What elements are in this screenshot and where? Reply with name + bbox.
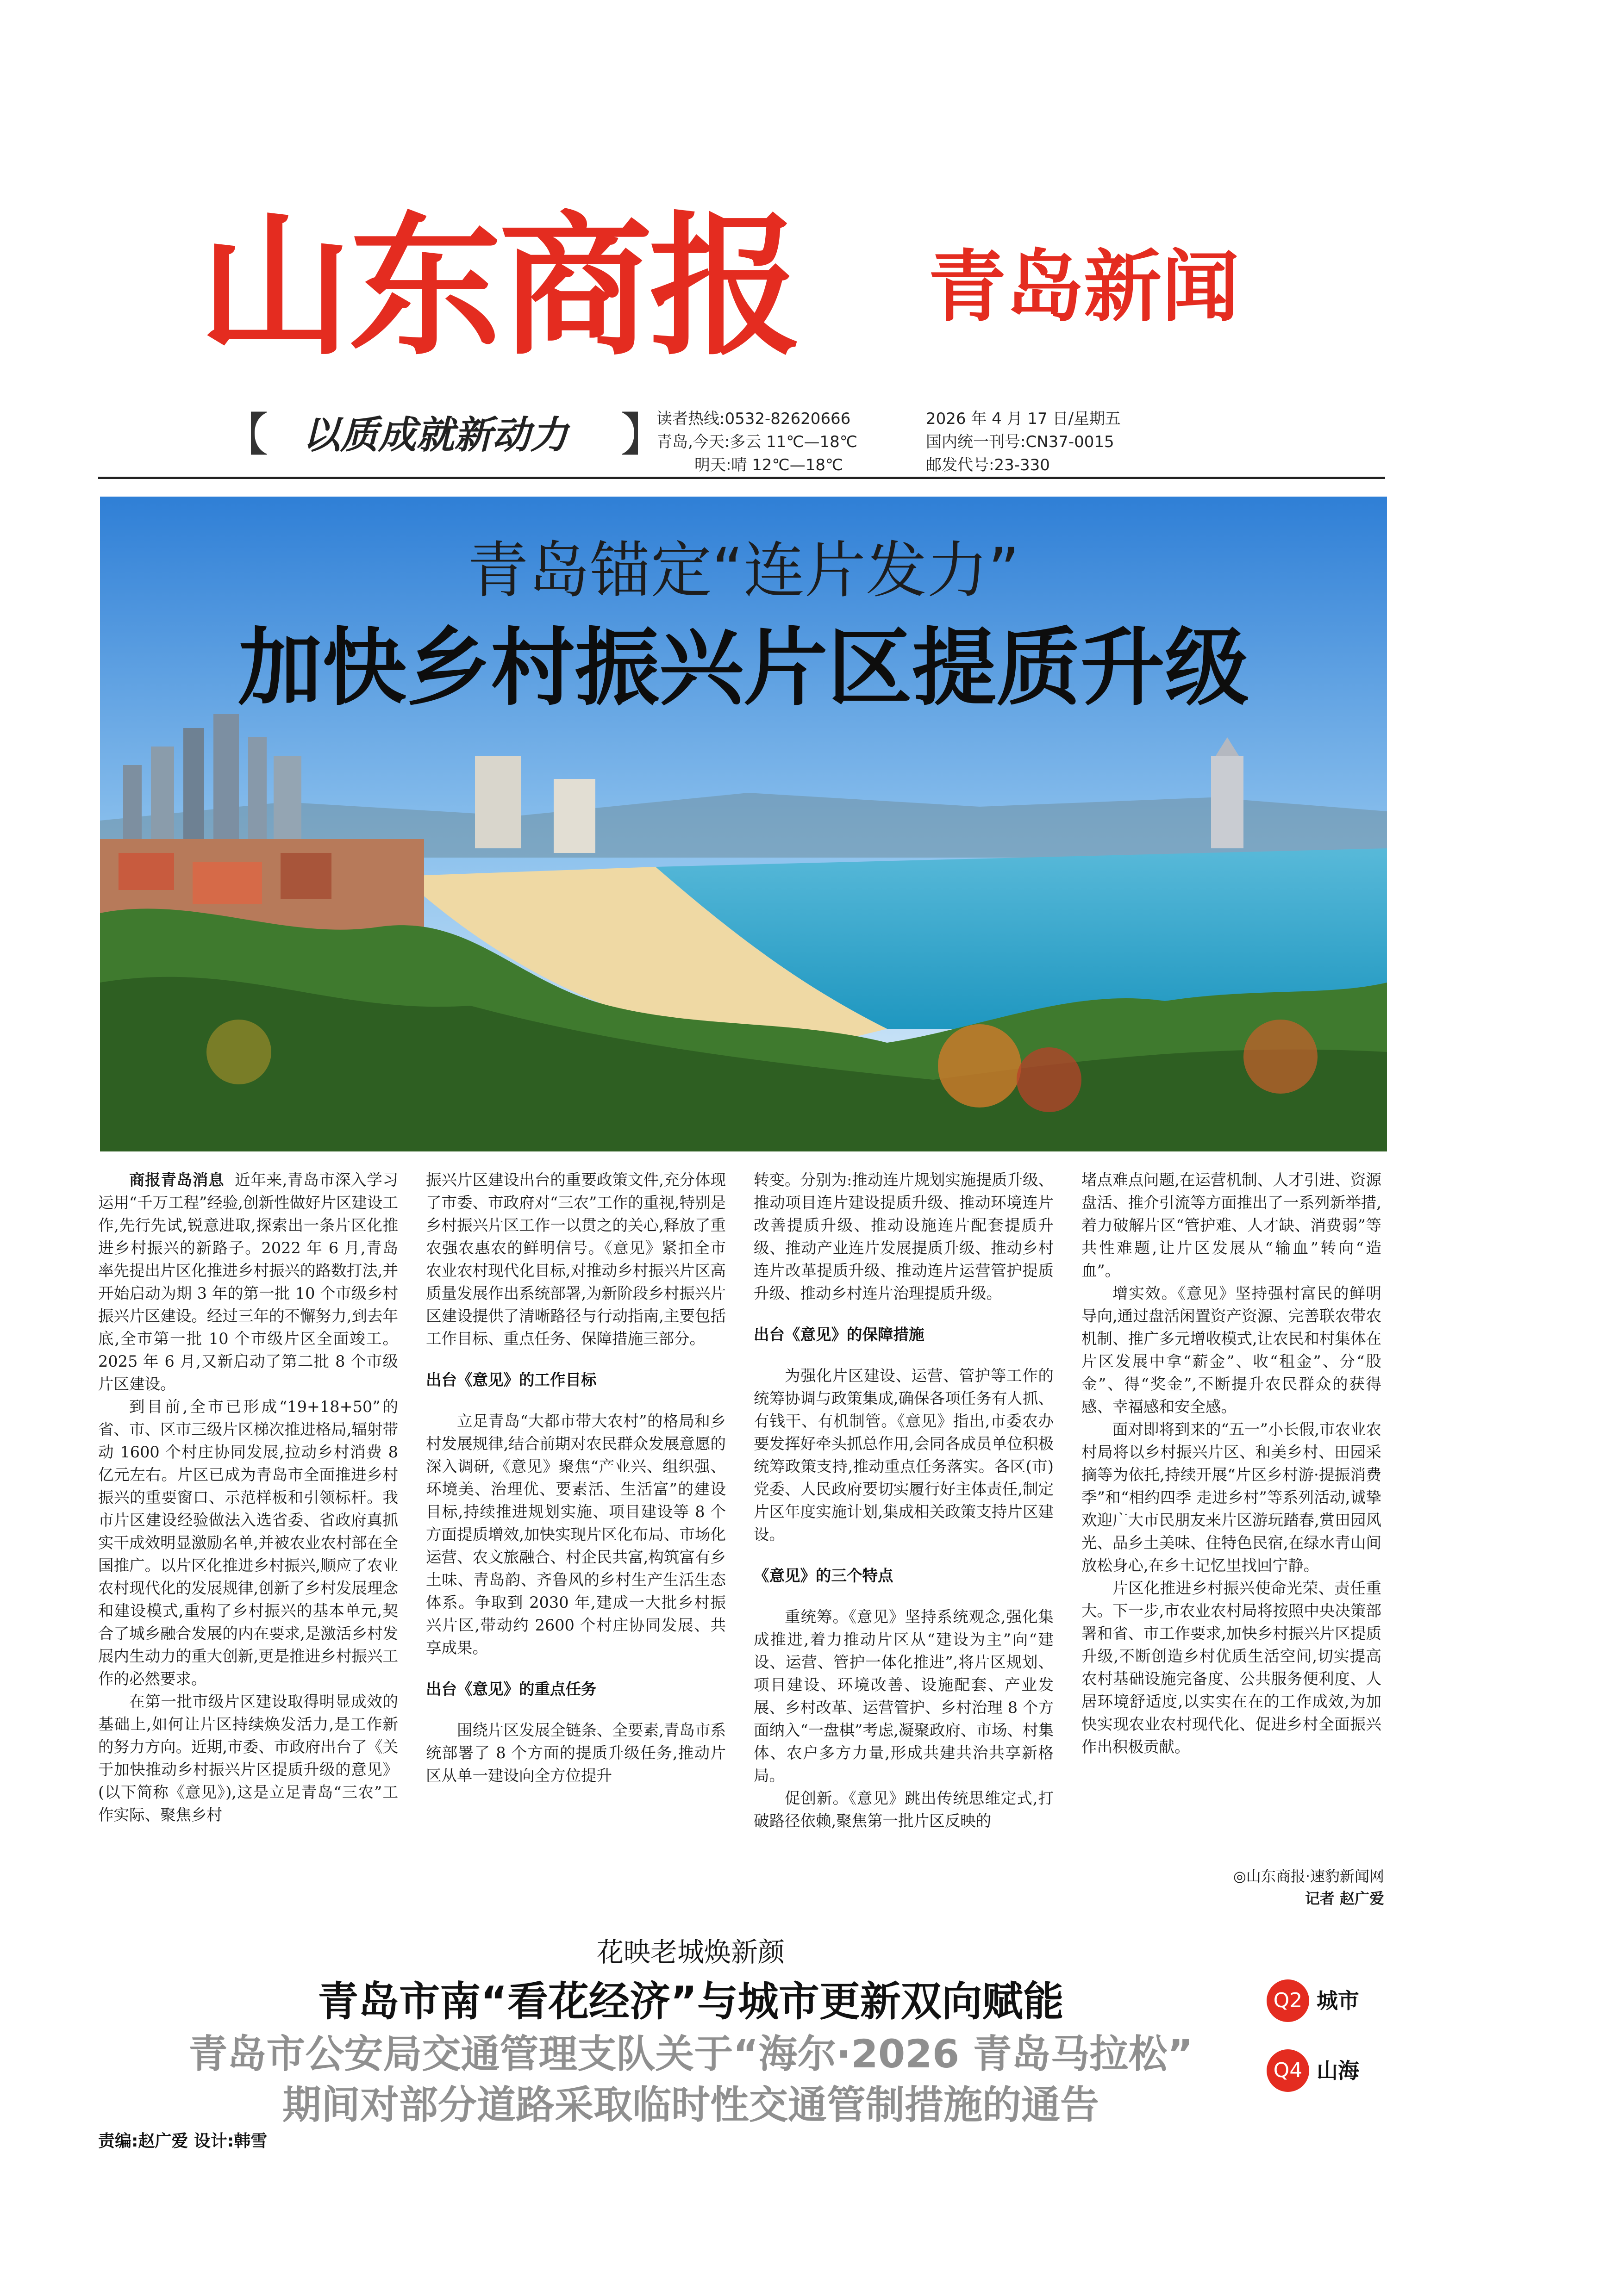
article-source: ◎山东商报·速豹新闻网 bbox=[1233, 1867, 1384, 1885]
article-byline bbox=[1199, 1865, 1384, 1910]
paragraph: 面对即将到来的“五一”小长假,市农业农村局将以乡村振兴片区、和美乡村、田园采摘等为依托,持续开展“片区乡村游·提振消费季”和“相约四季 走进乡村”等系列活动,诚挚欢迎广大市民朋友来片区游玩踏春,赏田园风光、品乡土美味、住特色民宿,在绿水青山间放松身心,在乡土记忆里找回宁静。 bbox=[1081, 1420, 1381, 1574]
paragraph: 片区化推进乡村振兴使命光荣、责任重大。下一步,市农业农村局将按照中央决策部署和省、市工作要求,加快乡村振兴片区提质升级,不断创造乡村优质生活空间,切实提高农村基础设施完备度、公共服务便利度、人居环境舒适度,以实实在在的工作成效,为加快实现农业农村现代化、促进乡村全面振兴作出积极贡献。 bbox=[1081, 1579, 1381, 1756]
hero-photo bbox=[100, 497, 1387, 1151]
teaser-1-title[interactable]: 青岛市南“看花经济”与城市更新双向赋能 bbox=[318, 1978, 1064, 2025]
section-heading: 出台《意见》的重点任务 bbox=[426, 1680, 597, 1698]
slogan-right-bracket: 】 bbox=[620, 408, 667, 462]
paragraph: 为强化片区建设、运营、管护等工作的统筹协调与政策集成,确保各项任务有人抓、有钱干、有机制管。《意见》指出,市委农办要发挥好牵头抓总作用,会同各成员单位积极统筹政策支持,推动重点任务落实。各区(市)党委、人民政府要切实履行好主体责任,制定片区年度实施计划,集成相关政策支持片区建设。 bbox=[754, 1367, 1054, 1543]
page-badge-q2[interactable]: Q2 bbox=[1267, 1979, 1309, 2022]
section-heading: 《意见》的三个特点 bbox=[754, 1567, 893, 1585]
masthead-edition: 青岛新闻 bbox=[928, 242, 1239, 332]
paragraph: 振兴片区建设出台的重要政策文件,充分体现了市委、市政府对“三农”工作的重视,特别是乡村振兴片区工作一以贯之的关心,释放了重农强农惠农的鲜明信号。《意见》紧扣全市农业农村现代化目标,对推动乡村振兴片区高质量发展作出系统部署,为新阶段乡村振兴片区建设提供了清晰路径与行动指南,主要包括工作目标、重点任务、保障措施三部分。 bbox=[426, 1171, 726, 1348]
section-heading: 出台《意见》的工作目标 bbox=[426, 1371, 597, 1389]
page-label-shanhai[interactable]: 山海 bbox=[1317, 2058, 1359, 2083]
issue-date: 2026 年 4 月 17 日/星期五 bbox=[926, 410, 1121, 428]
paragraph: 到目前,全市已形成“19+18+50”的省、市、区市三级片区梯次推进格局,辐射带动 1600 个村庄协同发展,拉动乡村消费 8 亿元左右。片区已成为青岛市全面推进乡村振兴的重要窗口、示范样板和引领标杆。我市片区建设经验做法入选省委、省政府真抓实干成效明显激励名单,并被农业农村部在全国推广。以片区化推进乡村振兴,顺应了农业农村现代化的发展规律,创新了乡村发展理念和建设模式,重构了乡村振兴的基本单元,契合了城乡融合发展的内在要求,是激活乡村发展内生动力的重大创新,更是推进乡村振兴工作的必然要求。 bbox=[98, 1398, 398, 1688]
paragraph: 在第一批市级片区建设取得明显成效的基础上,如何让片区持续焕发活力,是工作新的努力方向。近期,市委、市政府出台了《关于加快推动乡村振兴片区提质升级的意见》(以下简称《意见》),这是立足青岛“三农”工作实际、聚焦乡村 bbox=[98, 1692, 398, 1824]
weather-today: 青岛,今天:多云 11℃—18℃ bbox=[656, 433, 857, 451]
editor-credit: 责编:赵广爱 设计:韩雪 bbox=[98, 2132, 268, 2151]
teaser-2-title-line-2[interactable]: 期间对部分道路采取临时性交通管制措施的通告 bbox=[282, 2082, 1099, 2128]
paragraph: 近年来,青岛市深入学习运用“千万工程”经验,创新性做好片区建设工作,先行先试,锐意进取,探索出一条片区化推进乡村振兴的新路子。2022 年 6 月,青岛率先提出片区化推进乡村振兴的路数打法,并开始启动为期 3 年的第一批 10 个市级乡村振兴片区建设。经过三年的不懈努力,到去年底,全市第一批 10 个市级片区全面竣工。2025 年 6 月,又新启动了第二批 8 个市级片区建设。 bbox=[98, 1171, 398, 1393]
paragraph: 堵点难点问题,在运营机制、人才引进、资源盘活、推介引流等方面推出了一系列新举措,着力破解片区“管护难、人才缺、消费弱”等共性难题,让片区发展从“输血”转向“造血”。 bbox=[1081, 1171, 1381, 1280]
reader-hotline: 读者热线:0532-82620666 bbox=[656, 410, 851, 428]
masthead-title: 山东商报 bbox=[199, 198, 799, 376]
hero-headline: 加快乡村振兴片区提质升级 bbox=[238, 619, 1249, 717]
article-column-4 bbox=[1081, 1169, 1381, 1758]
paragraph: 促创新。《意见》跳出传统思维定式,打破路径依赖,聚焦第一批片区反映的 bbox=[754, 1789, 1054, 1830]
article-column-3 bbox=[754, 1169, 1054, 1832]
article-reporter: 记者 赵广爱 bbox=[1305, 1890, 1384, 1907]
page-label-city[interactable]: 城市 bbox=[1317, 1988, 1359, 2013]
article-column-2 bbox=[426, 1169, 726, 1787]
paragraph: 立足青岛“大都市带大农村”的格局和乡村发展规律,结合前期对农民群众发展意愿的深入调研,《意见》聚焦“产业兴、组织强、环境美、治理优、要素活、生活富”的建设目标,持续推进规划实施、项目建设等 8 个方面提质增效,加快实现片区化布局、市场化运营、农文旅融合、村企民共富,构筑富有乡土味、青岛韵、齐鲁风的乡村生产生活生态体系。争取到 2030 年,建成一大批乡村振兴片区,带动约 2600 个村庄协同发展、共享成果。 bbox=[426, 1412, 726, 1657]
slogan: 以质成就新动力 bbox=[302, 413, 568, 457]
paragraph: 增实效。《意见》坚持强村富民的鲜明导向,通过盘活闲置资产资源、完善联农带农机制、推广多元增收模式,让农民和村集体在片区发展中拿“薪金”、收“租金”、分“股金”、得“奖金”,不断提升农民群众的获得感、幸福感和安全感。 bbox=[1081, 1284, 1381, 1416]
page-badge-q4[interactable]: Q4 bbox=[1267, 2049, 1309, 2092]
teaser-2-title-line-1[interactable]: 青岛市公安局交通管理支队关于“海尔·2026 青岛马拉松” bbox=[188, 2031, 1193, 2077]
teaser-1-subtitle[interactable]: 花映老城焕新颜 bbox=[596, 1936, 785, 1968]
article-column-1 bbox=[98, 1169, 398, 1826]
paragraph: 重统筹。《意见》坚持系统观念,强化集成推进,着力推动片区从“建设为主”向“建设、运营、管护一体化推进”,将片区规划、项目建设、环境改善、设施配套、产业发展、乡村改革、运营管护、乡村治理 8 个方面纳入“一盘棋”考虑,凝聚政府、市场、村集体、农户多方力量,形成共建共治共享新格局。 bbox=[754, 1608, 1054, 1785]
paragraph: 转变。分别为:推动连片规划实施提质升级、推动项目连片建设提质升级、推动环境连片改善提质升级、推动设施连片配套提质升级、推动产业连片发展提质升级、推动乡村连片改革提质升级、推动连片运营管护提质升级、推动乡村连片治理提质升级。 bbox=[754, 1171, 1054, 1302]
cn-number: 国内统一刊号:CN37-0015 bbox=[926, 433, 1114, 451]
section-heading: 出台《意见》的保障措施 bbox=[754, 1325, 924, 1344]
weather-tomorrow: 明天:晴 12℃—18℃ bbox=[694, 456, 843, 474]
hero-kicker: 青岛锚定“连片发力” bbox=[467, 535, 1020, 606]
masthead-rule bbox=[98, 477, 1385, 479]
paragraph: 围绕片区发展全链条、全要素,青岛市系统部署了 8 个方面的提质升级任务,推动片区从单一建设向全方位提升 bbox=[426, 1721, 726, 1785]
slogan-left-bracket: 【 bbox=[222, 408, 269, 462]
lead-tag: 商报青岛消息 bbox=[129, 1171, 225, 1189]
postal-code: 邮发代号:23-330 bbox=[926, 456, 1050, 474]
